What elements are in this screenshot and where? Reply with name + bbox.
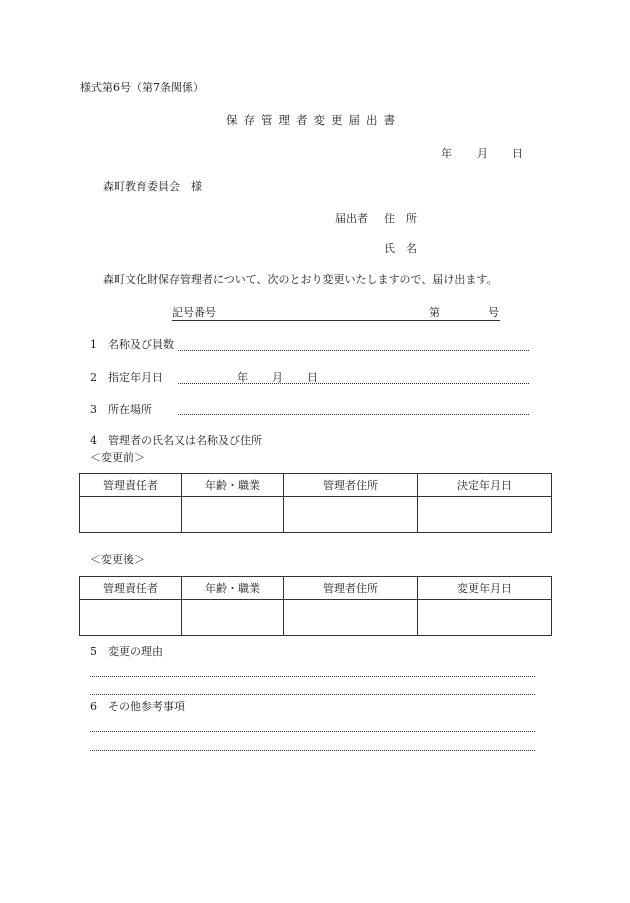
addressee: 森町教育委員会 様 [103, 180, 202, 193]
item-3-number: 3 [90, 403, 97, 416]
before-cell-decision-date[interactable] [418, 497, 552, 533]
item-2-year: 年 [237, 371, 248, 384]
item-2-dotted-line [178, 383, 529, 384]
item-5-label: 変更の理由 [108, 645, 163, 658]
statement: 森町文化財保存管理者について、次のとおり変更いたしますので、届け出ます。 [103, 273, 498, 286]
before-cell-manager[interactable] [80, 497, 182, 533]
after-header-address: 管理者住所 [284, 577, 418, 600]
after-table-caption: ＜変更後＞ [90, 553, 145, 566]
name-label: 氏 名 [384, 242, 417, 255]
after-header-age-occupation: 年齢・職業 [182, 577, 284, 600]
item-4-label: 管理者の氏名又は名称及び住所 [108, 434, 262, 447]
item-5-dotted-line-2 [90, 694, 535, 695]
record-number-label: 記号番号 [172, 306, 216, 319]
after-header-manager: 管理責任者 [80, 577, 182, 600]
item-6-number: 6 [90, 700, 97, 713]
item-2-number: 2 [90, 371, 97, 384]
after-header-change-date: 変更年月日 [418, 577, 552, 600]
item-3-dotted-line [178, 414, 529, 415]
form-number: 様式第6号（第7条関係） [80, 81, 204, 94]
item-6-dotted-line-2 [90, 750, 535, 751]
record-number-underline [172, 320, 500, 321]
item-1-label: 名称及び員数 [108, 338, 174, 351]
before-header-decision-date: 決定年月日 [418, 474, 552, 497]
item-1-number: 1 [90, 338, 97, 351]
before-header-address: 管理者住所 [284, 474, 418, 497]
item-6-label: その他参考事項 [108, 700, 185, 713]
item-2-month: 月 [272, 371, 283, 384]
after-cell-manager[interactable] [80, 600, 182, 636]
item-5-number: 5 [90, 645, 97, 658]
date-year: 年 [441, 147, 452, 160]
date-day: 日 [512, 147, 523, 160]
after-cell-address[interactable] [284, 600, 418, 636]
after-table [79, 576, 552, 636]
after-cell-age-occupation[interactable] [182, 600, 284, 636]
before-cell-age-occupation[interactable] [182, 497, 284, 533]
item-2-day: 日 [307, 371, 318, 384]
record-number-dai: 第 [429, 306, 440, 319]
record-number-go: 号 [488, 306, 499, 319]
item-4-number: 4 [90, 434, 97, 447]
address-label: 住 所 [384, 212, 417, 225]
submitter-label: 届出者 [335, 212, 368, 225]
item-2-label: 指定年月日 [108, 371, 163, 384]
after-table-row [80, 600, 552, 636]
item-5-dotted-line-1 [90, 676, 535, 677]
before-table-header-row [80, 474, 552, 497]
date-month: 月 [477, 147, 488, 160]
item-1-dotted-line [178, 350, 529, 351]
after-table-header-row [80, 577, 552, 600]
before-header-manager: 管理責任者 [80, 474, 182, 497]
before-header-age-occupation: 年齢・職業 [182, 474, 284, 497]
item-3-label: 所在場所 [108, 403, 152, 416]
before-table-caption: ＜変更前＞ [90, 451, 145, 464]
after-cell-change-date[interactable] [418, 600, 552, 636]
before-table-row [80, 497, 552, 533]
item-6-dotted-line-1 [90, 731, 535, 732]
before-table [79, 473, 552, 533]
before-cell-address[interactable] [284, 497, 418, 533]
document-title: 保存管理者変更届出書 [226, 113, 401, 127]
